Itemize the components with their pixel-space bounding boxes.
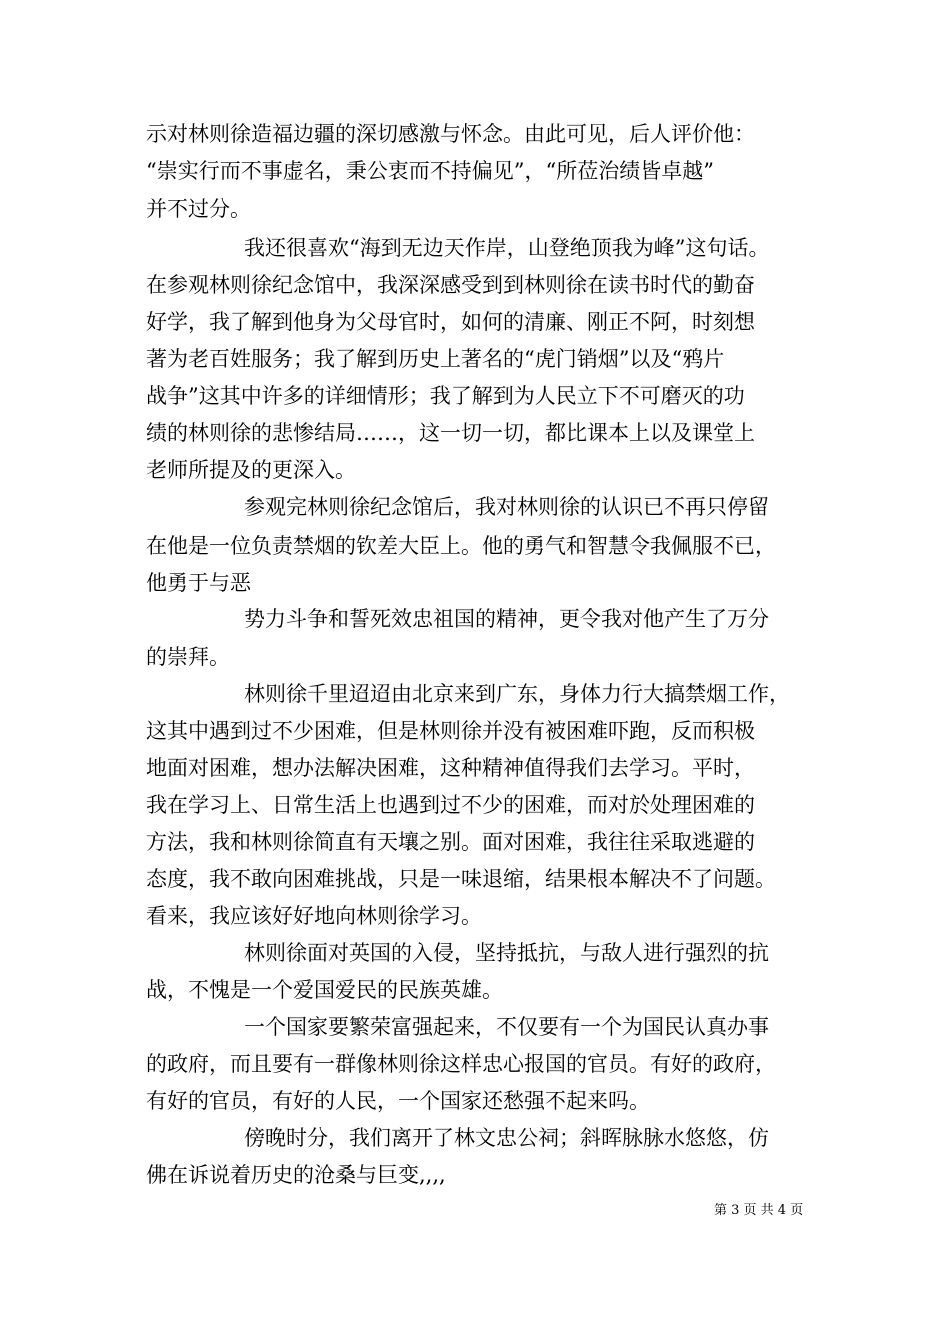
text-line: 老师所提及的更深入。 xyxy=(146,458,356,482)
paragraph-start-line: 林则徐面对英国的入侵，坚持抵抗，与敌人进行强烈的抗 xyxy=(244,941,769,965)
text-line: 在参观林则徐纪念馆中，我深深感受到到林则徐在读书时代的勤奋 xyxy=(146,273,755,297)
text-line: 方法，我和林则徐简直有天壤之别。面对困难，我往往采取逃避的 xyxy=(146,830,755,854)
paragraph-start-line: 参观完林则徐纪念馆后，我对林则徐的认识已不再只停留 xyxy=(244,495,769,519)
text-line: 态度，我不敢向困难挑战，只是一味退缩，结果根本解决不了问题。 xyxy=(146,867,776,891)
text-line: 战，不愧是一个爱国爱民的民族英雄。 xyxy=(146,978,503,1002)
text-line: 我在学习上、日常生活上也遇到过不少的困难，而对於处理困难的 xyxy=(146,793,755,817)
text-line: 他勇于与恶 xyxy=(146,571,251,595)
paragraph-start-line: 势力斗争和誓死效忠祖国的精神，更令我对他产生了万分 xyxy=(244,607,769,631)
text-line: 著为老百姓服务；我了解到历史上著名的“虎门销烟”以及“鸦片 xyxy=(146,347,725,371)
text-line: 的政府，而且要有一群像林则徐这样忠心报国的官员。有好的政府， xyxy=(146,1052,776,1076)
paragraph-start-line: 我还很喜欢“海到无边天作岸，山登绝顶我为峰”这句话。 xyxy=(244,236,770,260)
paragraph-start-line: 一个国家要繁荣富强起来，不仅要有一个为国民认真办事 xyxy=(244,1015,769,1039)
text-line: 这其中遇到过不少困难，但是林则徐并没有被困难吓跑，反而积极 xyxy=(146,719,755,743)
text-line: 在他是一位负责禁烟的钦差大臣上。他的勇气和智慧令我佩服不已， xyxy=(146,534,776,558)
text-line: 战争”这其中许多的详细情形；我了解到为人民立下不可磨灭的功 xyxy=(146,384,745,408)
text-line: 示对林则徐造福边疆的深切感激与怀念。由此可见，后人评价他： xyxy=(146,122,755,146)
text-line: 的崇拜。 xyxy=(146,645,230,669)
text-line: 地面对困难，想办法解决困难，这种精神值得我们去学习。平时， xyxy=(146,756,755,780)
text-line: 佛在诉说着历史的沧桑与巨变,,,, xyxy=(146,1163,446,1187)
text-line: 看来，我应该好好地向林则徐学习。 xyxy=(146,904,482,928)
text-line: “崇实行而不事虚名，秉公衷而不持偏见”，“所莅治绩皆卓越” xyxy=(146,159,714,183)
paragraph-start-line: 林则徐千里迢迢由北京来到广东，身体力行大搞禁烟工作， xyxy=(244,682,790,706)
paragraph-start-line: 傍晚时分，我们离开了林文忠公祠；斜晖脉脉水悠悠，仿 xyxy=(244,1126,769,1150)
text-line: 有好的官员，有好的人民，一个国家还愁强不起来吗。 xyxy=(146,1089,650,1113)
text-line: 并不过分。 xyxy=(146,197,251,221)
text-line: 绩的林则徐的悲惨结局……，这一切一切，都比课本上以及课堂上 xyxy=(146,421,755,445)
text-line: 好学，我了解到他身为父母官时，如何的清廉、刚正不阿，时刻想 xyxy=(146,310,755,334)
page-number-footer: 第 3 页 共 4 页 xyxy=(714,1203,804,1218)
